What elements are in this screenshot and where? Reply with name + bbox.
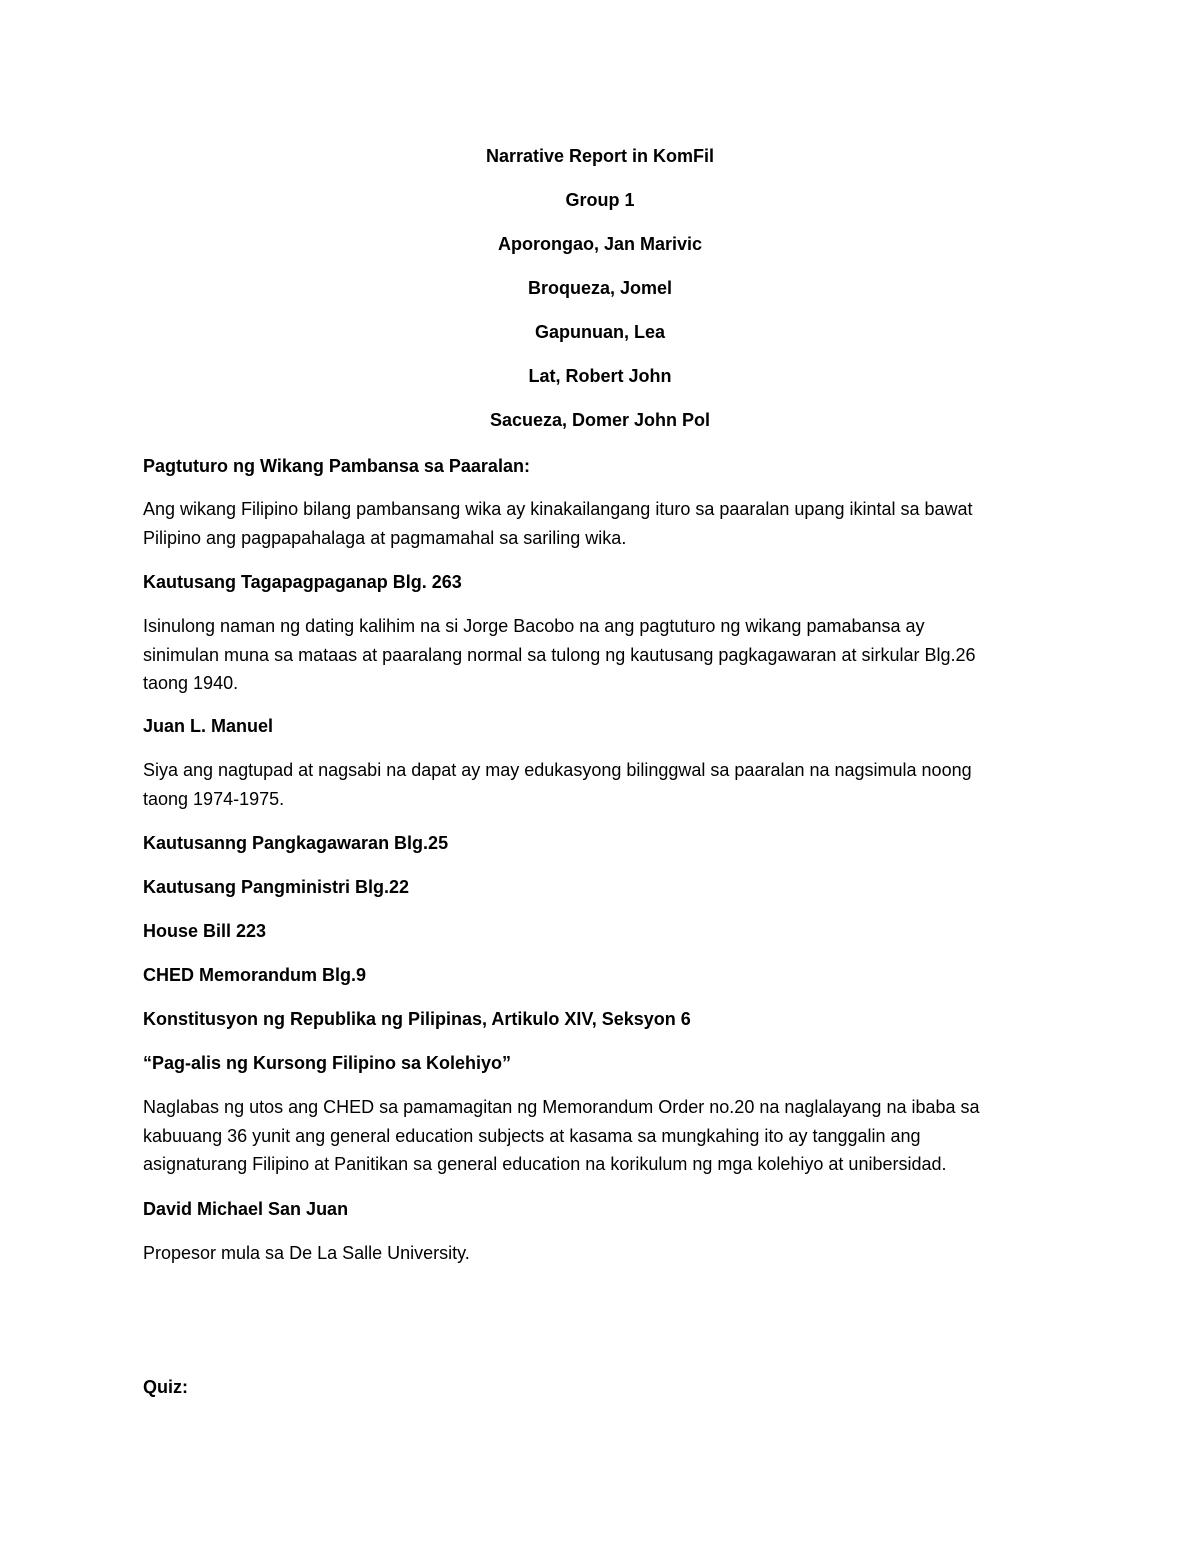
bold-item: House Bill 223 (143, 921, 267, 941)
paragraph-line: taong 1940. (143, 673, 239, 693)
paragraph-line: Pilipino ang pagpapahalaga at pagmamahal sa sariling wika. (143, 528, 627, 548)
person-description: Propesor mula sa De La Salle University. (143, 1243, 470, 1263)
paragraph-line: asignaturang Filipino at Panitikan sa general education na korikulum ng mga kolehiyo at unibersidad. (143, 1154, 947, 1174)
bold-item: Kautusanng Pangkagawaran Blg.25 (143, 833, 449, 853)
paragraph-line: Isinulong naman ng dating kalihim na si Jorge Bacobo na ang pagtuturo ng wikang pamabansa ay (143, 616, 925, 636)
member-name: Broqueza, Jomel (527, 278, 673, 298)
paragraph-line: Siya ang nagtupad at nagsabi na dapat ay may edukasyong bilinggwal sa paaralan na nagsimula noong (143, 760, 972, 780)
section-heading: Kautusang Tagapagpaganap Blg. 263 (143, 572, 462, 592)
member-name: Aporongao, Jan Marivic (497, 234, 703, 254)
member-name: Gapunuan, Lea (534, 322, 666, 342)
bold-item: Kautusang Pangministri Blg.22 (143, 877, 410, 897)
person-name: David Michael San Juan (143, 1199, 349, 1219)
paragraph-line: sinimulan muna sa mataas at paaralang normal sa tulong ng kautusang pagkagawaran at sirkular Blg.26 (143, 645, 976, 665)
document-title: Narrative Report in KomFil (485, 146, 715, 166)
bold-item: Konstitusyon ng Republika ng Pilipinas, Artikulo XIV, Seksyon 6 (143, 1009, 691, 1029)
paragraph-line: taong 1974-1975. (143, 789, 285, 809)
paragraph-line: kabuuang 36 yunit ang general education subjects at kasama sa mungkahing ito ay tanggalin ang (143, 1126, 921, 1146)
section-heading: Juan L. Manuel (143, 716, 274, 736)
paragraph-line: Naglabas ng utos ang CHED sa pamamagitan ng Memorandum Order no.20 na naglalayang na ibaba sa (143, 1097, 980, 1117)
quiz-label: Quiz: (143, 1377, 188, 1397)
bold-item: CHED Memorandum Blg.9 (143, 965, 367, 985)
group-label: Group 1 (565, 190, 635, 210)
paragraph-line: Ang wikang Filipino bilang pambansang wika ay kinakailangang ituro sa paaralan upang ikintal sa bawat (143, 499, 973, 519)
member-name: Sacueza, Domer John Pol (489, 410, 711, 430)
section-heading: Pagtuturo ng Wikang Pambansa sa Paaralan: (143, 456, 530, 476)
bold-item: “Pag-alis ng Kursong Filipino sa Kolehiyo” (143, 1053, 512, 1073)
member-name: Lat, Robert John (528, 366, 672, 386)
